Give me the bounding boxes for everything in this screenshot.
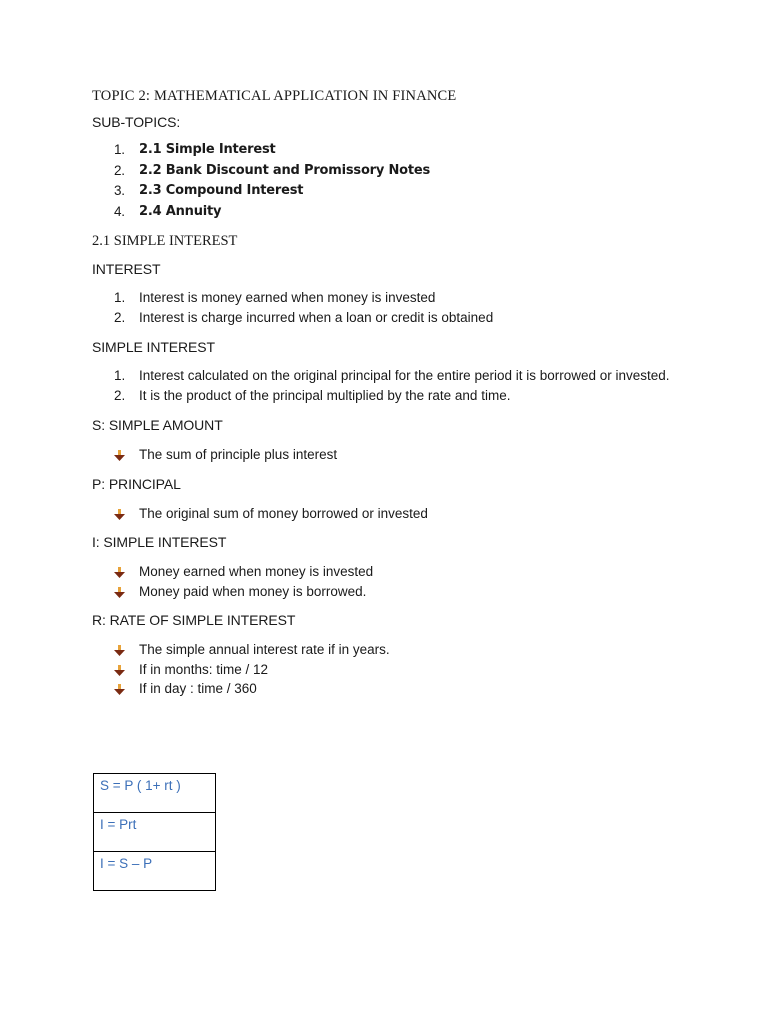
list-text: 2.1 Simple Interest xyxy=(139,142,276,157)
bullet-item xyxy=(92,582,692,602)
list-text: 2.3 Compound Interest xyxy=(139,183,304,198)
list-item xyxy=(92,386,692,406)
list-number: 2. xyxy=(114,388,126,403)
arrow-bullet-icon xyxy=(114,450,125,461)
topic-title: TOPIC 2: MATHEMATICAL APPLICATION IN FINANCE xyxy=(92,88,457,104)
list-item xyxy=(92,308,692,328)
principal-heading: P: PRINCIPAL xyxy=(92,475,181,492)
bullet-item xyxy=(92,660,692,680)
rate-heading: R: RATE OF SIMPLE INTEREST xyxy=(92,612,296,628)
arrow-bullet-icon xyxy=(114,645,125,656)
list-item xyxy=(92,140,692,161)
list-number: 2. xyxy=(114,162,125,178)
list-text: 2.2 Bank Discount and Promissory Notes xyxy=(139,162,431,178)
interest-heading: INTEREST xyxy=(92,261,161,277)
simple-amount-heading: S: SIMPLE AMOUNT xyxy=(92,417,223,433)
rate-list xyxy=(92,640,692,699)
subtopics-list xyxy=(92,140,692,222)
list-text: Interest is money earned when money is invested xyxy=(139,290,436,305)
simple-amount-list xyxy=(92,445,692,465)
formula-table xyxy=(93,773,216,891)
arrow-bullet-icon xyxy=(114,567,125,578)
arrow-bullet-icon xyxy=(114,665,125,676)
bullet-text: The original sum of money borrowed or invested xyxy=(139,505,428,521)
list-item xyxy=(92,181,692,202)
list-item xyxy=(92,366,692,386)
formula-cell: I = S – P xyxy=(94,852,216,891)
list-number: 2. xyxy=(114,310,126,325)
bullet-text: If in months: time / 12 xyxy=(139,661,269,677)
simple-interest-heading: SIMPLE INTEREST xyxy=(92,339,215,355)
list-text: Interest is charge incurred when a loan or credit is obtained xyxy=(139,310,494,325)
i-simple-interest-list xyxy=(92,562,692,601)
bullet-item xyxy=(92,679,692,699)
simple-interest-list xyxy=(92,366,692,406)
bullet-item xyxy=(92,504,692,524)
list-text: Interest calculated on the original principal for the entire period it is borrowed or invested. xyxy=(139,368,670,383)
list-number: 3. xyxy=(114,183,125,198)
list-item xyxy=(92,288,692,308)
table-row xyxy=(94,852,216,891)
arrow-bullet-icon xyxy=(114,684,125,695)
list-item xyxy=(92,161,692,182)
arrow-bullet-icon xyxy=(114,509,125,520)
bullet-item xyxy=(92,562,692,582)
bullet-text: If in day : time / 360 xyxy=(139,681,257,696)
bullet-text: Money paid when money is borrowed. xyxy=(139,583,367,599)
subtopics-heading: SUB-TOPICS: xyxy=(92,114,181,130)
list-item xyxy=(92,202,692,223)
section-heading: 2.1 SIMPLE INTEREST xyxy=(92,233,238,249)
list-text: It is the product of the principal multiplied by the rate and time. xyxy=(139,388,511,403)
list-number: 4. xyxy=(114,203,125,219)
bullet-text: The simple annual interest rate if in years. xyxy=(139,642,390,657)
i-simple-interest-heading: I: SIMPLE INTEREST xyxy=(92,534,227,550)
bullet-item xyxy=(92,445,692,465)
formula-cell: I = Prt xyxy=(94,813,216,852)
bullet-item xyxy=(92,640,692,660)
principal-list xyxy=(92,504,692,524)
document-page xyxy=(92,84,692,699)
table-row xyxy=(94,813,216,852)
interest-list xyxy=(92,288,692,328)
list-number: 1. xyxy=(114,290,126,305)
formula-cell: S = P ( 1+ rt ) xyxy=(94,774,216,813)
arrow-bullet-icon xyxy=(114,587,125,598)
bullet-text: The sum of principle plus interest xyxy=(139,447,338,462)
list-text: 2.4 Annuity xyxy=(139,203,222,219)
bullet-text: Money earned when money is invested xyxy=(139,564,374,579)
list-number: 1. xyxy=(114,142,125,157)
list-number: 1. xyxy=(114,368,126,383)
table-row xyxy=(94,774,216,813)
